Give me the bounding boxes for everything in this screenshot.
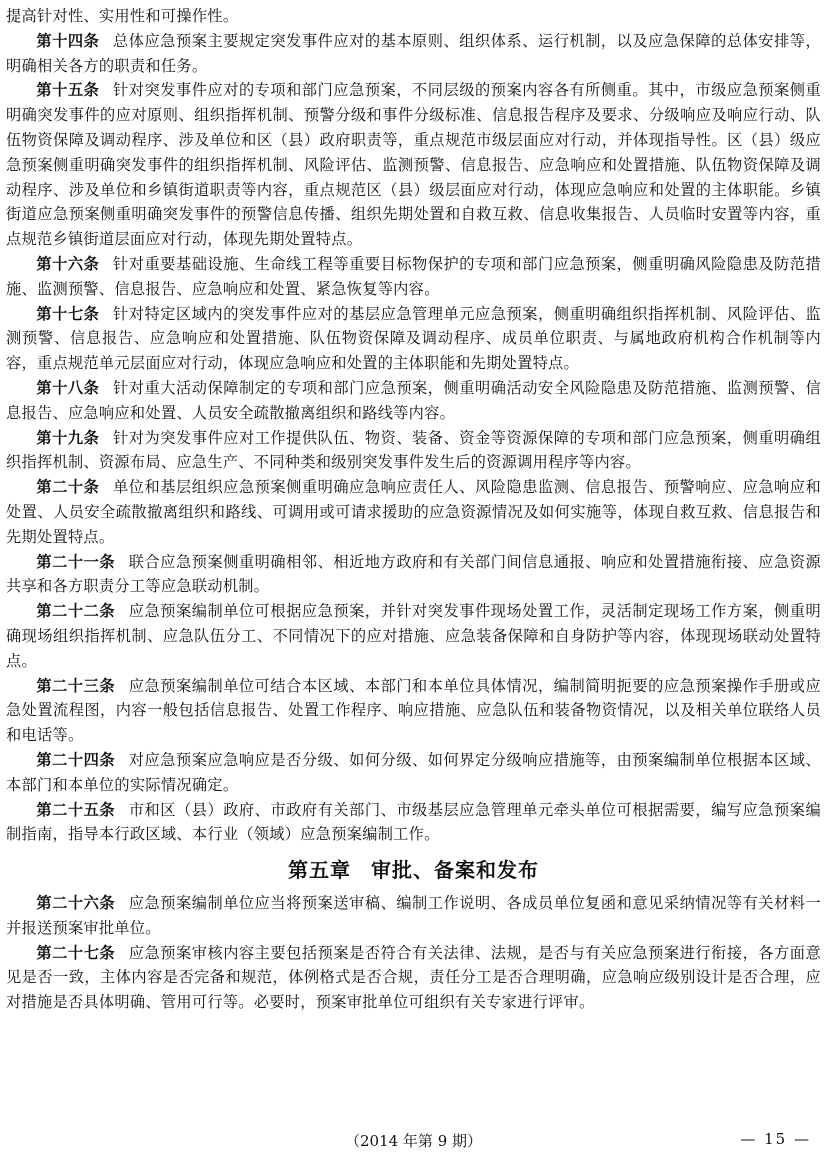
article-paragraph — [6, 426, 821, 476]
article-number: 第二十七条 — [36, 943, 116, 962]
article-text: 提高针对性、实用性和可操作性。 — [6, 7, 239, 25]
article-text: 对应急预案应急响应是否分级、如何分级、如何界定分级响应措施等，由预案编制单位根据本区域、本部门和本单位的实际情况确定。 — [6, 750, 822, 794]
article-paragraph — [6, 674, 821, 748]
article-number: 第二十五条 — [36, 800, 116, 819]
article-paragraph — [6, 550, 821, 600]
article-paragraph — [6, 376, 821, 426]
article-paragraph — [6, 252, 821, 302]
chapter-heading — [6, 855, 821, 885]
article-text: 单位和基层组织应急预案侧重明确应急响应责任人、风险隐患监测、信息报告、预警响应、应急响应和处置、人员安全疏散撤离组织和路线、可调用或可请求援助的应急资源情况及如何实施等，体现自救互救、信息报告和先期处置特点。 — [6, 478, 822, 546]
article-paragraph — [6, 78, 821, 252]
article-paragraph — [6, 891, 821, 941]
article-paragraph — [6, 475, 821, 549]
article-text: 针对重大活动保障制定的专项和部门应急预案，侧重明确活动安全风险隐患及防范措施、监测预警、信息报告、应急响应和处置、人员安全疏散撤离组织和路线等内容。 — [6, 378, 822, 422]
article-paragraph — [6, 599, 821, 673]
body-text-bottom — [6, 891, 821, 1015]
article-number: 第十八条 — [36, 378, 100, 397]
body-text-top — [6, 4, 821, 847]
article-paragraph — [6, 29, 821, 79]
article-text: 应急预案编制单位可结合本区域、本部门和本单位具体情况，编制简明扼要的应急预案操作手册或应急处置流程图，内容一般包括信息报告、处置工作程序、响应措施、应急队伍和装备物资情况，以及相关单位联络人员和电话等。 — [6, 676, 822, 745]
article-number: 第十五条 — [36, 81, 100, 100]
chapter-title: 审批、备案和发布 — [371, 858, 539, 883]
issue-label: （2014 年第 9 期） — [344, 1132, 483, 1150]
article-text: 针对突发事件应对的专项和部门应急预案，不同层级的预案内容各有所侧重。其中，市级应急预案侧重明确突发事件的应对原则、组织指挥机制、预警分级和事件分级标准、信息报告程序及要求、分级响应及响应行动、队伍物资保障及调动程序、涉及单位和区（县）政府职责等，重点规范市级层面应对行动，并体现指导性。区（县）级应急预案侧重明确突发事件的组织指挥机制、风险评估、监测预警、信息报告、应急响应和处置措施、队伍物资保障及调动程序、涉及单位和乡镇街道职责等内容，重点规范区（县）级层面应对行动，体现应急响应和处置的主体职能。乡镇街道应急预案侧重明确突发事件的预警信息传播、组织先期处置和自救互救、信息收集报告、人员临时安置等内容，重点规范乡镇街道层面应对行动，体现先期处置特点。 — [6, 81, 822, 249]
page-footer — [0, 1130, 827, 1154]
page-number: — 15 — — [740, 1130, 811, 1148]
article-text: 联合应急预案侧重明确相邻、相近地方政府和有关部门间信息通报、响应和处置措施衔接、应急资源共享和各方职责分工等应急联动机制。 — [6, 552, 822, 596]
article-paragraph — [6, 302, 821, 376]
article-text: 应急预案编制单位可根据应急预案，并针对突发事件现场处置工作，灵活制定现场工作方案，侧重明确现场组织指挥机制、应急队伍分工、不同情况下的应对措施、应急装备保障和自身防护等内容，体现现场联动处置特点。 — [6, 602, 822, 670]
article-paragraph — [6, 748, 821, 798]
article-number: 第二十四条 — [36, 750, 116, 769]
article-number: 第二十六条 — [36, 894, 116, 913]
article-text: 针对为突发事件应对工作提供队伍、物资、装备、资金等资源保障的专项和部门应急预案，侧重明确组织指挥机制、资源布局、应急生产、不同种类和级别突发事件发生后的资源调用程序等内容。 — [6, 428, 822, 472]
article-number: 第二十三条 — [36, 676, 116, 695]
article-text: 针对特定区域内的突发事件应对的基层应急管理单元应急预案，侧重明确组织指挥机制、风险评估、监测预警、信息报告、应急响应和处置措施、队伍物资保障及调动程序、成员单位职责、与属地政府机构合作机制等内容，重点规范单元层面应对行动，体现应急响应和处置的主体职能和先期处置特点。 — [6, 304, 822, 373]
article-number: 第十九条 — [36, 428, 100, 447]
article-number: 第二十二条 — [36, 602, 116, 621]
article-text: 针对重要基础设施、生命线工程等重要目标物保护的专项和部门应急预案，侧重明确风险隐患及防范措施、监测预警、信息报告、应急响应和处置、紧急恢复等内容。 — [6, 254, 822, 298]
article-number: 第二十条 — [36, 478, 100, 497]
article-paragraph — [6, 798, 821, 848]
article-paragraph — [6, 941, 821, 1015]
article-number: 第十四条 — [36, 31, 100, 50]
article-paragraph — [6, 4, 821, 29]
article-text: 应急预案审核内容主要包括预案是否符合有关法律、法规，是否与有关应急预案进行衔接，各方面意见是否一致，主体内容是否完备和规范，体例格式是否合规，责任分工是否合理明确，应急响应级别设计是否合理，应对措施是否具体明确、管用可行等。必要时，预案审批单位可组织有关专家进行评审。 — [6, 943, 822, 1012]
article-text: 总体应急预案主要规定突发事件应对的基本原则、组织体系、运行机制，以及应急保障的总体安排等，明确相关各方的职责和任务。 — [6, 31, 822, 75]
article-number: 第十六条 — [36, 254, 100, 273]
article-number: 第二十一条 — [36, 552, 116, 571]
article-number: 第十七条 — [36, 304, 100, 323]
article-text: 应急预案编制单位应当将预案送审稿、编制工作说明、各成员单位复函和意见采纳情况等有关材料一并报送预案审批单位。 — [6, 894, 822, 937]
chapter-number: 第五章 — [288, 858, 351, 883]
article-text: 市和区（县）政府、市政府有关部门、市级基层应急管理单元牵头单位可根据需要，编写应急预案编制指南，指导本行政区域、本行业（领域）应急预案编制工作。 — [6, 800, 822, 844]
